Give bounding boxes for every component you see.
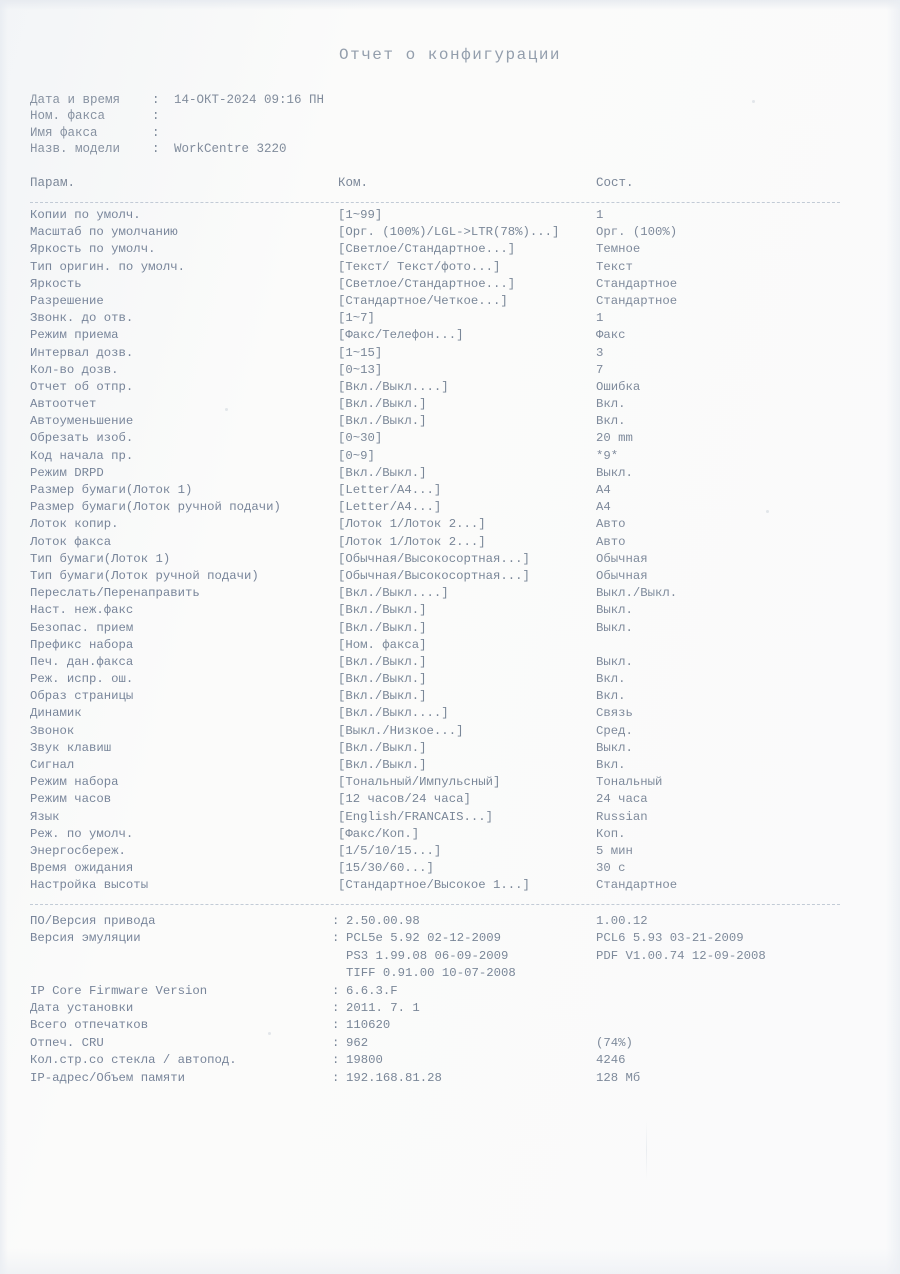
param-command: [Выкл./Низкое...] [338,723,464,738]
param-command: [Обычная/Высокосортная...] [338,568,530,583]
param-value: Орг. (100%) [596,225,678,240]
table-row [30,758,870,775]
param-command: [Ном. факса] [338,637,427,652]
param-command: [Letter/A4...] [338,483,442,497]
footer-colon: : [332,914,340,928]
param-value: Связь [596,706,633,721]
param-name: Режим DRPD [30,465,104,480]
param-value: 5 мин [596,843,633,858]
table-row [30,810,870,827]
footer-colon: : [332,1053,340,1068]
param-value: Авто [596,517,626,532]
param-name: Копии по умолч. [30,208,141,222]
param-value: 3 [596,345,604,360]
table-row [30,294,870,311]
param-value: Выкл. [596,603,633,618]
param-name: Масштаб по умолчанию [30,225,178,240]
param-command: [Текст/ Текст/фото...] [338,259,501,274]
footer-row [30,931,870,948]
table-row [30,517,870,534]
footer-name: IP Core Firmware Version [30,983,208,998]
param-name: Наст. неж.факс [30,603,134,618]
param-command: [Факс/Телефон...] [338,328,464,343]
param-value: A4 [596,483,611,497]
param-name: Безопас. прием [30,620,134,635]
param-command: [Вкл./Выкл.] [338,654,427,669]
table-row [30,500,870,517]
param-name: Звук клавиш [30,740,112,755]
table-row [30,861,870,878]
table-row [30,208,870,225]
footer-command: 962 [346,1035,369,1050]
param-command: [Стандартное/Четкое...] [338,293,508,308]
param-name: Сигнал [30,758,75,772]
footer-name: IP-адрес/Объем памяти [30,1070,185,1085]
table-row [30,706,870,723]
param-value: Вкл. [596,758,626,772]
param-command: [Вкл./Выкл....] [338,586,449,601]
metadata-label: Назв. модели [30,142,121,157]
column-header-state: Сост. [596,176,634,190]
param-name: Яркость [30,276,82,291]
table-row [30,483,870,500]
table-row [30,586,870,603]
param-value: Выкл. [596,620,633,635]
param-name: Образ страницы [30,689,134,704]
table-row [30,603,870,620]
footer-value: 4246 [596,1053,626,1068]
param-command: [1~99] [338,208,383,222]
param-command: [Светлое/Стандартное...] [338,242,516,257]
param-command: [0~9] [338,448,375,463]
footer-colon: : [332,1018,340,1033]
table-row [30,466,870,483]
footer-row [30,949,870,966]
param-command: [Вкл./Выкл.] [338,465,427,480]
param-name: Размер бумаги(Лоток ручной подачи) [30,500,281,515]
param-command: [Вкл./Выкл.] [338,740,427,755]
footer-command: PCL5e 5.92 02-12-2009 [346,931,501,946]
param-name: Автоуменьшение [30,414,134,429]
param-command: [0~13] [338,362,383,377]
param-name: Интервал дозв. [30,345,134,360]
param-command: [Вкл./Выкл....] [338,379,449,394]
metadata-label: Имя факса [30,125,98,140]
param-name: Обрезать изоб. [30,431,134,446]
metadata-row [30,92,324,108]
param-value: Вкл. [596,672,626,687]
param-command: [English/FRANCAIS...] [338,809,493,824]
param-name: Режим приема [30,328,119,343]
column-header-param: Парам. [30,176,76,190]
param-name: Разрешение [30,293,104,308]
footer-colon: : [332,1035,340,1050]
footer-value: 1.00.12 [596,914,648,928]
param-value: 1 [596,208,604,222]
footer-name: Отпеч. CRU [30,1035,104,1050]
table-row [30,792,870,809]
param-value: Стандартное [596,276,678,291]
table-row [30,552,870,569]
footer-value: 128 Мб [596,1070,641,1085]
param-value: Вкл. [596,414,626,429]
param-name: Режим набора [30,775,119,790]
param-value: Факс [596,328,626,343]
table-row [30,672,870,689]
metadata-row [30,108,324,124]
table-row [30,621,870,638]
param-name: Яркость по умолч. [30,242,156,257]
param-value: Ошибка [596,379,641,394]
table-row [30,844,870,861]
param-name: Реж. по умолч. [30,826,134,841]
param-name: Переслать/Перенаправить [30,586,200,601]
param-value: 30 с [596,861,626,876]
footer-value: PCL6 5.93 03-21-2009 [596,931,744,946]
param-command: [Letter/A4...] [338,500,442,515]
param-command: [Вкл./Выкл.] [338,620,427,635]
param-value: Выкл./Выкл. [596,586,678,601]
param-command: [Вкл./Выкл.] [338,603,427,618]
table-row [30,397,870,414]
param-name: Настройка высоты [30,878,149,893]
column-header-command: Ком. [338,176,369,190]
param-name: Режим часов [30,792,112,807]
param-name: Автоотчет [30,397,97,412]
footer-command: 2011. 7. 1 [346,1000,420,1015]
metadata-colon: : [152,109,160,124]
param-name: Печ. дан.факса [30,654,134,669]
table-row [30,724,870,741]
param-value: *9* [596,448,619,463]
footer-colon: : [332,1070,340,1085]
param-name: Время ожидания [30,861,134,876]
param-name: Лоток копир. [30,517,119,532]
metadata-row [30,141,324,157]
param-command: [15/30/60...] [338,861,434,876]
param-command: [Вкл./Выкл.] [338,672,427,687]
param-command: [Факс/Коп.] [338,826,420,841]
footer-row [30,984,870,1001]
param-name: Тип оригин. по умолч. [30,259,185,274]
param-command: [Светлое/Стандартное...] [338,276,516,291]
param-command: [Стандартное/Высокое 1...] [338,878,530,893]
table-row [30,311,870,328]
footer-name: Версия эмуляции [30,931,141,946]
footer-row [30,1071,870,1088]
footer-command: 19800 [346,1053,383,1068]
table-row [30,363,870,380]
param-name: Энергосбереж. [30,843,126,858]
footer-command: PS3 1.99.08 06-09-2009 [346,948,509,963]
param-value: Russian [596,809,648,824]
param-command: [Вкл./Выкл.] [338,414,427,429]
metadata-row [30,125,324,141]
table-row [30,827,870,844]
table-row [30,655,870,672]
param-value: Текст [596,259,633,274]
metadata-colon: : [152,93,160,107]
param-command: [Вкл./Выкл.] [338,689,427,704]
table-row [30,260,870,277]
table-row [30,414,870,431]
report-metadata [30,92,324,158]
param-name: Тип бумаги(Лоток 1) [30,551,171,566]
param-command: [0~30] [338,431,383,446]
footer-colon: : [332,983,340,998]
table-row [30,277,870,294]
param-value: 24 часа [596,792,648,807]
footer-name: Всего отпечатков [30,1018,149,1033]
table-row [30,741,870,758]
footer-value: (74%) [596,1035,633,1050]
metadata-value: WorkCentre 3220 [174,142,287,157]
param-command: [Вкл./Выкл.] [338,758,427,772]
param-value: 7 [596,362,604,377]
footer-row [30,966,870,983]
divider-bottom [30,904,840,905]
footer-colon: : [332,931,340,946]
param-command: [Орг. (100%)/LGL->LTR(78%)...] [338,225,560,240]
param-command: [Обычная/Высокосортная...] [338,551,530,566]
table-row [30,328,870,345]
param-value: Выкл. [596,740,633,755]
param-value: 1 [596,311,604,326]
table-row [30,242,870,259]
page-title: Отчет о конфигурации [338,46,562,64]
param-command: [Лоток 1/Лоток 2...] [338,517,486,532]
param-command: [1~15] [338,345,383,360]
footer-row [30,914,870,931]
param-value: Обычная [596,568,648,583]
param-command: [Тональный/Импульсный] [338,775,501,790]
table-row [30,346,870,363]
param-name: Тип бумаги(Лоток ручной подачи) [30,568,259,583]
param-value: Тональный [596,775,663,790]
footer-name: Кол.стр.со стекла / автопод. [30,1053,237,1068]
param-value: Авто [596,534,626,549]
footer-command: TIFF 0.91.00 10-07-2008 [346,966,516,981]
param-command: [12 часов/24 часа] [338,792,471,807]
param-command: [1~7] [338,311,375,326]
param-command: [Лоток 1/Лоток 2...] [338,534,486,549]
metadata-label: Ном. факса [30,109,106,124]
metadata-colon: : [152,142,160,157]
param-name: Префикс набора [30,637,134,652]
param-name: Размер бумаги(Лоток 1) [30,483,193,497]
param-name: Динамик [30,706,82,721]
parameter-table [30,208,870,896]
table-row [30,449,870,466]
param-command: [Вкл./Выкл....] [338,706,449,721]
footer-row [30,1001,870,1018]
footer-value: PDF V1.00.74 12-09-2008 [596,948,766,963]
table-row [30,775,870,792]
footer-name: ПО/Версия привода [30,914,156,928]
param-name: Звонок [30,723,75,738]
param-name: Язык [30,809,60,824]
param-value: Стандартное [596,878,678,893]
metadata-value: 14-ОКТ-2024 09:16 ПН [174,93,325,107]
param-value: Коп. [596,826,626,841]
param-value: Выкл. [596,654,633,669]
footer-command: 6.6.3.F [346,983,398,998]
footer-command: 110620 [346,1018,391,1033]
footer-row [30,1036,870,1053]
param-name: Отчет об отпр. [30,379,134,394]
param-value: Темное [596,242,641,257]
footer-name: Дата установки [30,1000,134,1015]
param-name: Звонк. до отв. [30,311,134,326]
param-name: Реж. испр. ош. [30,672,134,687]
footer-command: 192.168.81.28 [346,1070,442,1085]
table-row [30,878,870,895]
divider-top [30,202,840,203]
table-row [30,569,870,586]
param-command: [1/5/10/15...] [338,843,442,858]
param-value: A4 [596,500,611,515]
metadata-label: Дата и время [30,93,121,107]
table-row [30,225,870,242]
param-value: Стандартное [596,293,678,308]
param-name: Код начала пр. [30,448,134,463]
param-value: Вкл. [596,397,626,412]
table-row [30,431,870,448]
param-value: Сред. [596,723,633,738]
firmware-and-counters [30,914,870,1088]
footer-row [30,1053,870,1070]
footer-colon: : [332,1000,340,1015]
param-command: [Вкл./Выкл.] [338,397,427,412]
param-name: Кол-во дозв. [30,362,119,377]
param-name: Лоток факса [30,534,112,549]
footer-command: 2.50.00.98 [346,914,420,928]
table-row [30,689,870,706]
table-row [30,380,870,397]
param-value: Вкл. [596,689,626,704]
table-row [30,535,870,552]
metadata-colon: : [152,125,160,140]
param-value: Выкл. [596,465,633,480]
footer-row [30,1018,870,1035]
param-value: 20 mm [596,431,633,446]
table-row [30,638,870,655]
param-value: Обычная [596,551,648,566]
